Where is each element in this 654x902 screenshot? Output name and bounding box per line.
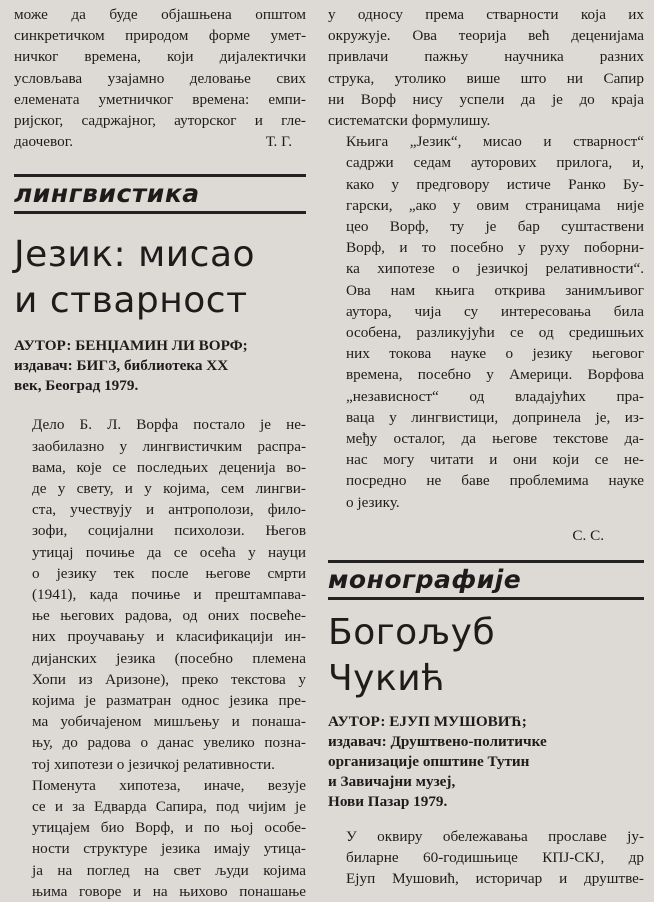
text-line: зофи, социјални психолози. Његов (32, 522, 306, 540)
article-body-paragraph-1 (328, 826, 644, 890)
text-line: Хопи из Аризоне), преко текстова у (32, 670, 306, 688)
article-title (328, 610, 644, 702)
text-line: Ворф, и то посебно у руху поборни- (346, 239, 644, 257)
text-line: них токова науке о језику његовог (346, 345, 644, 363)
text-line: ваца у лингвистици, допринела је, из- (346, 408, 644, 426)
article-body-paragraph-2 (328, 131, 644, 513)
text-line: ста, учествују и антрополози, фило- (32, 501, 306, 519)
text-line: у односу према стварности која их (328, 6, 644, 23)
text-line: окружује. Ова теорија већ деценијама (328, 27, 644, 45)
text-line: о језику тек после његове смрти (32, 564, 306, 582)
section-rule-top (328, 560, 644, 563)
continuation-text (14, 4, 306, 131)
text-line: цео Ворф, ту је бар суштаствени (346, 218, 644, 236)
text-line: посредно не баве проблемима науке (346, 472, 644, 490)
text-line: „независност“ од владајућих пра- (346, 387, 644, 405)
title-line: Чукић (328, 658, 446, 700)
section-rule-top (14, 174, 306, 177)
text-line: заобилазно у лингвистичким распра- (32, 437, 306, 455)
section-rule-bottom (14, 211, 306, 214)
text-line: Ејуп Мушовић, историчар и друштве- (346, 870, 644, 888)
text-line: ничког времена, који дијалектички (14, 48, 306, 66)
text-line: ријског, садржајног, ауторског и гле- (14, 112, 306, 130)
text-line: синкретичком природом форме умет- (14, 27, 306, 45)
text-line: елемената уметничког времена: емпи- (14, 90, 306, 108)
text-line: може да буде објашњена општом (14, 6, 306, 23)
text-line: нас могу читати и они који се не- (346, 451, 644, 469)
byline-line: организације општине Тутин (328, 753, 530, 771)
text-line: утицај почиње да се осећа у науци (32, 543, 306, 561)
article-byline (14, 336, 306, 396)
byline-line: и Завичајни музеј, (328, 773, 456, 791)
byline-line: издавач: БИГЗ, библиотека XX (14, 357, 229, 375)
text-line: њу, до радова о данас увелико позна- (32, 734, 306, 752)
article-body-paragraph-1 (14, 414, 306, 774)
text-line: Књига „Језик“, мисао и стварност“ (346, 133, 644, 151)
text-line: де у свету, и у којима, сем лингви- (32, 480, 306, 498)
article-title (14, 232, 306, 324)
byline-line: Нови Пазар 1979. (328, 793, 448, 811)
text-line: садржи седам ауторових прилога, и, (346, 154, 644, 172)
text-line: ка хипотезе о језичкој релативности“. (346, 260, 644, 278)
section-rule-bottom (328, 597, 644, 600)
text-line: Поменута хипотеза, иначе, везује (32, 776, 306, 794)
text-line: ма уобичајеном мишљењу и понаша- (32, 713, 306, 731)
text-line: се и за Едварда Сапира, под чијим је (32, 798, 306, 816)
article-body-paragraph-2 (14, 775, 306, 902)
title-line: и стварност (14, 280, 248, 322)
text-line: ње његових радова, од оних посвеће- (32, 607, 306, 625)
continuation-last-line (14, 131, 306, 152)
text-line: њима говоре и на њихово понашање (32, 882, 306, 900)
section-heading: лингвистика (14, 179, 200, 209)
byline-line: АУТОР: БЕНЏАМИН ЛИ ВОРФ; (14, 337, 248, 355)
text-line: о језику. (346, 493, 400, 511)
title-line: Богољуб (328, 612, 496, 654)
text-line: тој хипотези о језичкој релативности. (32, 755, 275, 773)
text-line: којима је разматран однос језика пре- (32, 692, 306, 710)
text-line: особена, разликујући се од средишњих (346, 324, 644, 342)
text-line: Дело Б. Л. Ворфа постало је не- (32, 416, 306, 434)
continuation-signature: Т. Г. (265, 133, 292, 151)
article-byline (328, 712, 644, 812)
text-line: времена, посебно у Америци. Ворфова (346, 366, 644, 384)
byline-line: издавач: Друштвено-политичке (328, 733, 547, 751)
article-body-continuation (328, 4, 644, 131)
right-column (328, 0, 644, 890)
byline-line: век, Београд 1979. (14, 377, 139, 395)
text-line: биларне 60-годишњице КПЈ-СКЈ, др (346, 849, 644, 867)
text-line: Ова нам књига открива занимљивог (346, 281, 644, 299)
text-line: них проучавању и класификацији ин- (32, 628, 306, 646)
byline-line: АУТОР: ЕЈУП МУШОВИЋ; (328, 713, 527, 731)
left-column (14, 0, 306, 902)
signature-text: С. С. (572, 526, 604, 544)
article-signature (328, 525, 644, 546)
text-line: утицајем био Ворф, и по њој особе- (32, 819, 306, 837)
continuation-last-text: даочевог. (14, 133, 74, 151)
text-line: како у предговору истиче Ранко Бу- (346, 175, 644, 193)
text-line: аутора, чија су интересовања била (346, 302, 644, 320)
text-line: У оквиру обележавања прославе ју- (346, 828, 644, 846)
text-line: дијанских језика (посебно племена (32, 649, 306, 667)
text-line: систематски формулишу. (328, 112, 491, 130)
title-line: Језик: мисао (14, 234, 256, 276)
text-line: међу осталог, да његове текстове да- (346, 430, 644, 448)
text-line: ни Ворф нису успели да је до краја (328, 90, 644, 108)
text-line: струка, утолико више што ни Сапир (328, 69, 644, 87)
text-line: условљава узајамно деловање свих (14, 69, 306, 87)
text-line: вама, које се последњих деценија во- (32, 458, 306, 476)
text-line: гарски, „ако у овим страницама није (346, 196, 644, 214)
section-heading: монографије (328, 565, 522, 595)
text-line: ја на поглед на свет људи којима (32, 861, 306, 879)
text-line: (1941), када почиње и прештампава- (32, 586, 306, 604)
text-line: ности структуре језика имају утица- (32, 840, 306, 858)
text-line: привлачи пажњу научника разних (328, 48, 644, 66)
